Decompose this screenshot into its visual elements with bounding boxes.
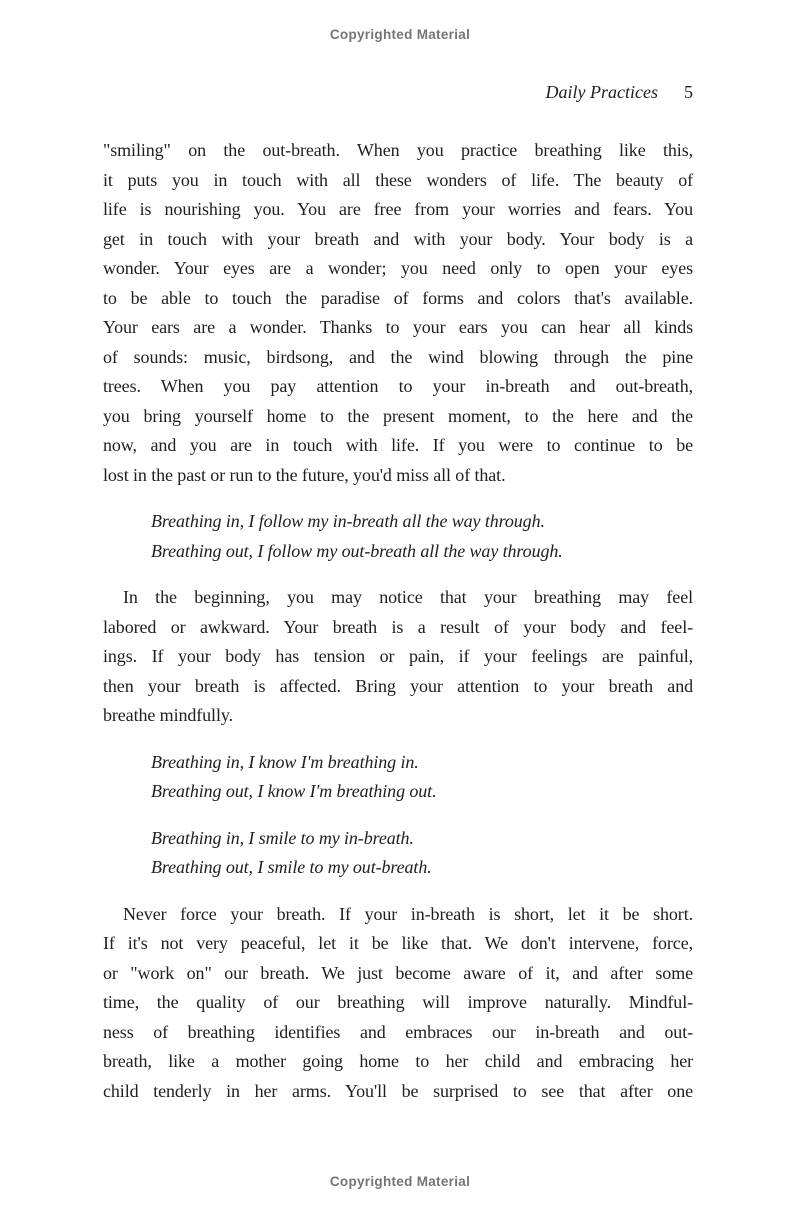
page-number: 5	[684, 82, 693, 102]
text-line: time, the quality of our breathing will improve naturally. Mindful-	[103, 992, 693, 1012]
text-line: ness of breathing identifies and embraces our in-breath and out-	[103, 1021, 693, 1042]
text-line: Never force your breath. If your in-breath is short, let it be short.	[123, 903, 693, 924]
quote-block	[103, 824, 693, 883]
paragraph-block	[103, 136, 693, 490]
text-line: get in touch with your breath and with your body. Your body is a	[103, 228, 693, 249]
text-line: life is nourishing you. You are free from your worries and fears. You	[103, 199, 693, 219]
text-line: Breathing out, I know I'm breathing out.	[151, 781, 437, 801]
text-line: now, and you are in touch with life. If you were to continue to be	[103, 435, 693, 455]
text-line: it puts you in touch with all these wonders of life. The beauty of	[103, 169, 693, 190]
quote-block	[103, 748, 693, 807]
text-line: then your breath is affected. Bring your attention to your breath and	[103, 675, 693, 696]
text-line: Breathing in, I follow my in-breath all the way through.	[151, 511, 545, 531]
text-line: In the beginning, you may notice that your breathing may feel	[123, 587, 693, 607]
paragraph-block	[103, 900, 693, 1107]
text-line: lost in the past or run to the future, you'd miss all of that.	[103, 464, 506, 485]
page-body	[103, 136, 693, 1106]
paragraph-block	[103, 583, 693, 731]
running-header	[546, 82, 693, 103]
text-line: Breathing out, I follow my out-breath all the way through.	[151, 540, 563, 561]
copyright-watermark-top: Copyrighted Material	[329, 27, 471, 42]
text-line: breathe mindfully.	[103, 705, 233, 725]
text-line: "smiling" on the out-breath. When you practice breathing like this,	[103, 140, 693, 160]
text-line: breath, like a mother going home to her child and embracing her	[103, 1051, 693, 1071]
copyright-watermark-bottom: Copyrighted Material	[329, 1174, 471, 1189]
running-header-title: Daily Practices	[545, 82, 658, 102]
text-line: Breathing in, I smile to my in-breath.	[151, 827, 414, 848]
text-line: labored or awkward. Your breath is a result of your body and feel-	[103, 616, 693, 637]
text-line: or "work on" our breath. We just become aware of it, and after some	[103, 962, 693, 983]
text-line: ings. If your body has tension or pain, if your feelings are painful,	[103, 646, 693, 666]
text-line: you bring yourself home to the present moment, to the here and the	[103, 405, 693, 426]
quote-block	[103, 507, 693, 566]
text-line: trees. When you pay attention to your in-breath and out-breath,	[103, 376, 693, 396]
text-line: If it's not very peaceful, let it be like that. We don't intervene, force,	[103, 933, 693, 953]
text-line: of sounds: music, birdsong, and the wind blowing through the pine	[103, 346, 693, 367]
text-line: child tenderly in her arms. You'll be surprised to see that after one	[103, 1080, 693, 1101]
text-line: Breathing in, I know I'm breathing in.	[151, 751, 419, 772]
text-line: to be able to touch the paradise of forms and colors that's available.	[103, 287, 693, 308]
text-line: wonder. Your eyes are a wonder; you need only to open your eyes	[103, 258, 693, 278]
text-line: Breathing out, I smile to my out-breath.	[151, 857, 432, 877]
text-line: Your ears are a wonder. Thanks to your ears you can hear all kinds	[103, 317, 693, 337]
